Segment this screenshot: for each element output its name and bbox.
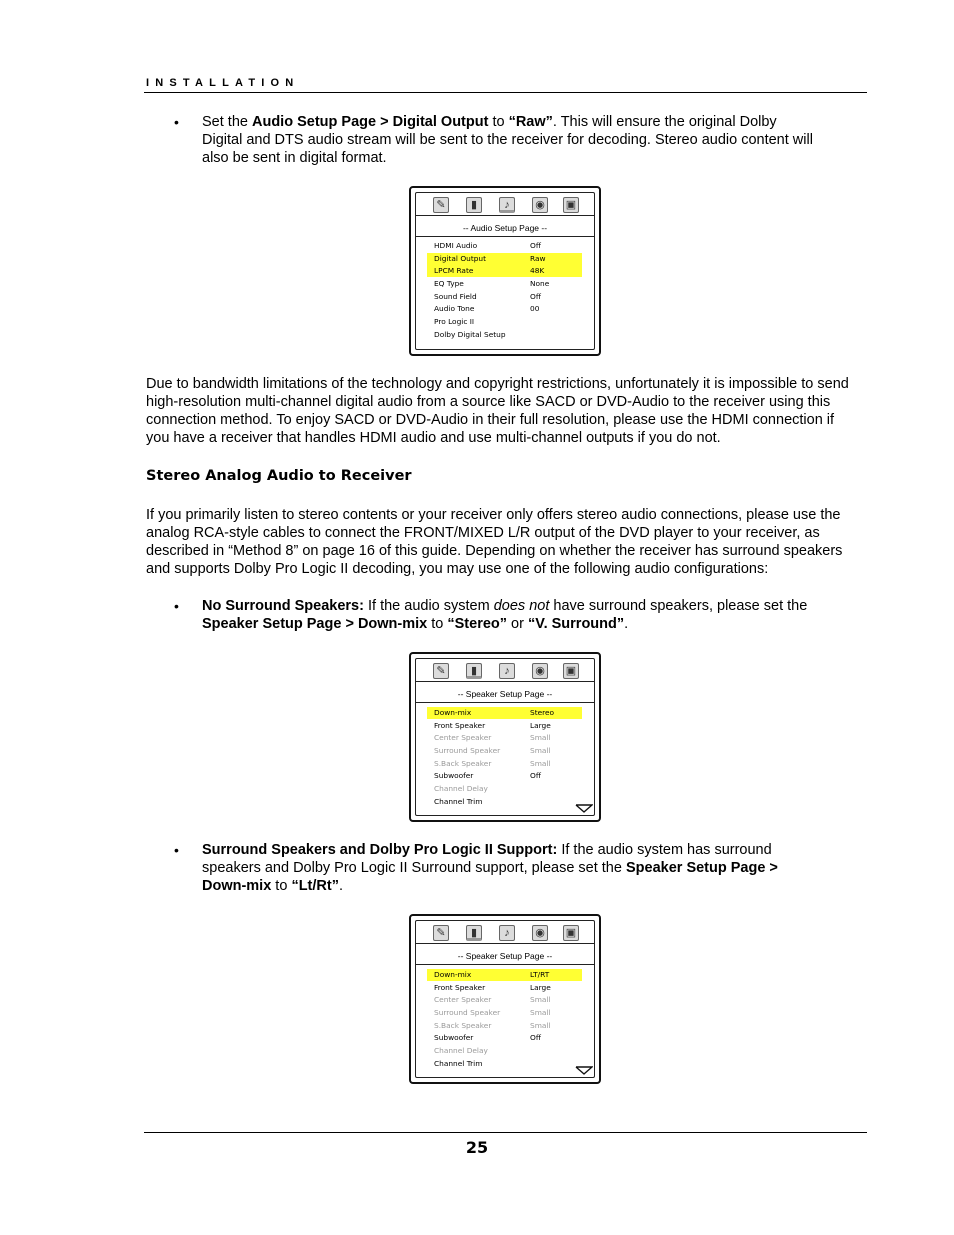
row-value: Off [530, 292, 541, 301]
setting-value: “Raw” [508, 114, 553, 130]
paragraph-line: you have a receiver that handles HDMI audio and use multi-channel outputs if you do not. [146, 430, 721, 446]
picture-icon: ▣ [563, 197, 579, 213]
wrench-icon: ✎ [433, 197, 449, 213]
footer-rule [144, 1132, 867, 1133]
audio-icon: ♪ [499, 197, 515, 213]
disc-icon: ◉ [532, 663, 548, 679]
menu-row-dolby-digital [434, 329, 582, 341]
menu-title: -- Speaker Setup Page -- [457, 689, 553, 699]
text-run: Set the [202, 114, 252, 130]
menu-row-front-speaker [434, 982, 582, 994]
bullet-line [202, 597, 866, 615]
menu-row-sound-field [434, 291, 582, 303]
bullet-marker: • [174, 598, 179, 614]
scroll-down-icon [575, 804, 593, 814]
row-value: Small [530, 1021, 551, 1030]
row-value: Raw [530, 254, 546, 263]
text-run: . This will ensure the original Dolby [552, 114, 777, 130]
paragraph-line: described in “Method 8” on page 16 of this guide. Depending on whether the receiver has surround speakers [146, 543, 843, 559]
wrench-icon: ✎ [433, 925, 449, 941]
row-label: EQ Type [434, 279, 464, 288]
row-value: Off [530, 1033, 541, 1042]
page-number: 25 [465, 1138, 489, 1157]
row-value: Off [530, 241, 541, 250]
row-label: Surround Speaker [434, 746, 501, 755]
bullet-line: Digital and DTS audio stream will be sent to the receiver for decoding. Stereo audio content will [202, 132, 813, 148]
row-label: Channel Trim [434, 797, 483, 806]
row-label: Audio Tone [434, 304, 475, 313]
row-value: Stereo [530, 708, 555, 717]
row-value: Large [530, 983, 551, 992]
bullet-no-surround [202, 597, 866, 633]
row-value: Small [530, 1008, 551, 1017]
text-run: . [338, 878, 343, 894]
menu-row-subwoofer [434, 770, 582, 782]
text-run: If the audio system [363, 598, 494, 614]
setting-value: “Stereo” [447, 616, 508, 632]
row-value: None [530, 279, 550, 288]
row-value: Small [530, 733, 551, 742]
bullet-line [202, 859, 866, 877]
menu-path: Audio Setup Page > Digital Output [251, 114, 489, 130]
text-run: to [271, 878, 292, 894]
menu-row-down-mix [427, 969, 582, 981]
menu-path: Speaker Setup Page > [625, 860, 778, 876]
row-value: LT/RT [530, 970, 550, 979]
scroll-down-icon [575, 1066, 593, 1076]
menu-row-channel-delay [434, 1045, 582, 1057]
paragraph-line: If you primarily listen to stereo contents or your receiver only offers stereo audio connections, please use the [146, 507, 841, 523]
menu-row-pro-logic [434, 316, 582, 328]
row-label: Front Speaker [434, 983, 486, 992]
header-rule [144, 92, 867, 93]
row-value: Small [530, 995, 551, 1004]
bullet-line [202, 877, 866, 895]
row-label: HDMI Audio [434, 241, 478, 250]
row-value: 48K [530, 266, 545, 275]
bullet-line [202, 615, 866, 633]
audio-icon: ♪ [499, 663, 515, 679]
bullet-line [202, 841, 866, 859]
bandwidth-paragraph [146, 375, 866, 447]
speaker-icon: ▮ [466, 197, 482, 213]
row-label: Subwoofer [434, 1033, 474, 1042]
bullet-surround-pro-logic [202, 841, 866, 895]
bullet-line [202, 113, 866, 131]
setting-value: “Lt/Rt” [291, 878, 339, 894]
bullet-line: also be sent in digital format. [202, 150, 387, 166]
row-label: LPCM Rate [434, 266, 474, 275]
wrench-icon: ✎ [433, 663, 449, 679]
row-label: Center Speaker [434, 733, 492, 742]
row-label: Subwoofer [434, 771, 474, 780]
setting-value: “V. Surround” [527, 616, 625, 632]
speaker-setup-menu-stereo [409, 652, 601, 822]
stereo-paragraph [146, 506, 866, 578]
row-label: Channel Delay [434, 1046, 488, 1055]
bullet-lead: Surround Speakers and Dolby Pro Logic II Support: [202, 842, 558, 858]
text-run: If the audio system has surround [557, 842, 772, 858]
menu-row-subwoofer [434, 1032, 582, 1044]
menu-row-channel-trim [434, 796, 582, 808]
row-label: Center Speaker [434, 995, 492, 1004]
disc-icon: ◉ [532, 925, 548, 941]
row-label: Down-mix [434, 708, 472, 717]
menu-row-channel-delay [434, 783, 582, 795]
menu-row-down-mix [427, 707, 582, 719]
menu-divider [415, 964, 595, 965]
paragraph-line: analog RCA-style cables to connect the FRONT/MIXED L/R output of the DVD player to your receiver, as [146, 525, 820, 541]
menu-icon-bar [415, 658, 595, 682]
row-label: S.Back Speaker [434, 1021, 492, 1030]
text-run: . [624, 616, 629, 632]
menu-icon-bar [415, 192, 595, 216]
menu-path: Speaker Setup Page > Down-mix [202, 616, 428, 632]
menu-title: -- Audio Setup Page -- [462, 223, 548, 233]
row-label: Digital Output [434, 254, 486, 263]
text-run: or [507, 616, 528, 632]
bullet-lead: No Surround Speakers: [202, 598, 364, 614]
emphasis-text: does not [493, 598, 550, 614]
audio-icon: ♪ [499, 925, 515, 941]
row-label: Pro Logic II [434, 317, 475, 326]
row-label: Dolby Digital Setup [434, 330, 506, 339]
row-value: Large [530, 721, 551, 730]
menu-row-front-speaker [434, 720, 582, 732]
bullet-marker: • [174, 114, 179, 130]
row-label: S.Back Speaker [434, 759, 492, 768]
menu-row-center-speaker [434, 994, 582, 1006]
row-value: Small [530, 746, 551, 755]
menu-icon-bar [415, 920, 595, 944]
row-label: Front Speaker [434, 721, 486, 730]
row-label: Surround Speaker [434, 1008, 501, 1017]
paragraph-line: connection method. To enjoy SACD or DVD-Audio in their full resolution, please use the HDMI connection if [146, 412, 835, 428]
menu-row-sback-speaker [434, 1020, 582, 1032]
text-run: have surround speakers, please set the [549, 598, 808, 614]
menu-row-channel-trim [434, 1058, 582, 1070]
menu-title: -- Speaker Setup Page -- [457, 951, 553, 961]
text-run: speakers and Dolby Pro Logic II Surround support, please set the [202, 860, 626, 876]
paragraph-line: high-resolution multi-channel digital audio from a source like SACD or DVD-Audio to the receiver using this [146, 394, 831, 410]
section-heading: Stereo Analog Audio to Receiver [146, 468, 412, 484]
text-run: to [427, 616, 448, 632]
row-label: Channel Trim [434, 1059, 483, 1068]
menu-divider [415, 702, 595, 703]
speaker-icon: ▮ [466, 925, 482, 941]
menu-row-surround-speaker [434, 745, 582, 757]
menu-row-sback-speaker [434, 758, 582, 770]
text-run: to [488, 114, 509, 130]
menu-row-surround-speaker [434, 1007, 582, 1019]
paragraph-line: Due to bandwidth limitations of the technology and copyright restrictions, unfortunately it is impossible to send [146, 376, 849, 392]
menu-row-audio-tone [434, 303, 582, 315]
paragraph-line: and supports Dolby Pro Logic II decoding, you may use one of the following audio configurations: [146, 561, 769, 577]
menu-divider [415, 236, 595, 237]
speaker-icon: ▮ [466, 663, 482, 679]
row-label: Sound Field [434, 292, 477, 301]
row-label: Down-mix [434, 970, 472, 979]
section-header: INSTALLATION [146, 77, 300, 89]
row-label: Channel Delay [434, 784, 488, 793]
menu-row-lpcm-rate [427, 265, 582, 277]
disc-icon: ◉ [532, 197, 548, 213]
menu-row-digital-output [427, 253, 582, 265]
bullet-marker: • [174, 842, 179, 858]
audio-setup-menu [409, 186, 601, 356]
row-value: 00 [530, 304, 540, 313]
row-value: Small [530, 759, 551, 768]
menu-row-center-speaker [434, 732, 582, 744]
menu-row-hdmi-audio [434, 240, 582, 252]
speaker-setup-menu-ltrt [409, 914, 601, 1084]
row-value: Off [530, 771, 541, 780]
menu-row-eq-type [434, 278, 582, 290]
bullet-audio-output [202, 113, 866, 167]
picture-icon: ▣ [563, 663, 579, 679]
picture-icon: ▣ [563, 925, 579, 941]
menu-path: Down-mix [202, 878, 272, 894]
